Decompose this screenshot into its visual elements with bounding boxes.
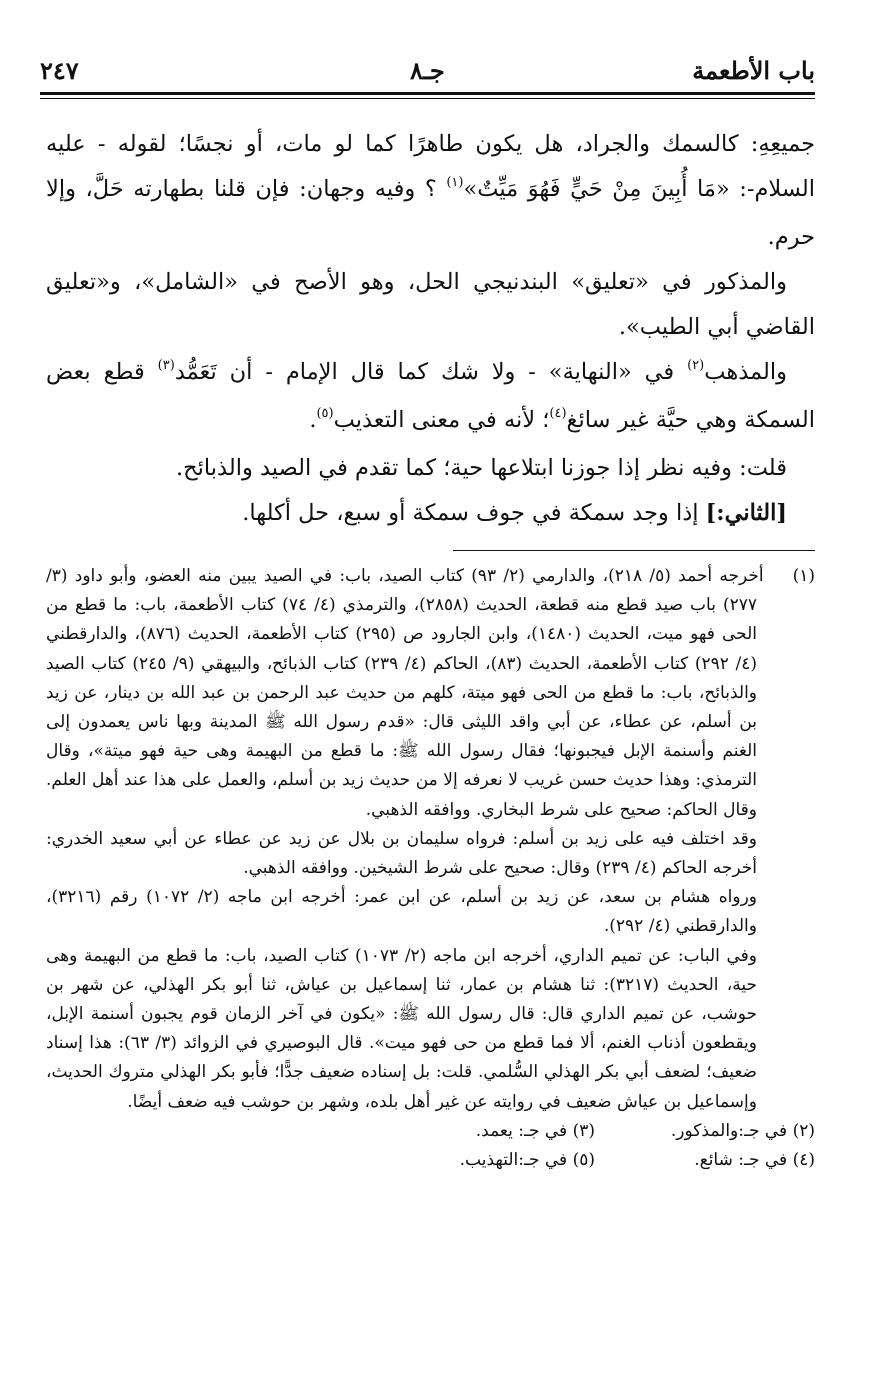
footnote-3: (٣) في جـ: يعمد. [475,1120,595,1141]
footnote-ref-4: (٤) [549,406,567,421]
footnote-ref-1: (١) [446,175,464,190]
header-rule-thin [40,98,815,99]
paragraph-5 [46,491,815,536]
paragraph-3-part-e: . [309,407,317,433]
header-rule-thick [40,92,815,95]
footnotes [46,562,815,1175]
footnote-2: (٢) في جـ:والمذكور. [670,1120,815,1141]
footnote-1-para-1 [46,562,815,825]
short-footnotes-row-1 [46,1117,815,1146]
footnote-ref-5: (٥) [316,406,334,421]
footnote-1-text: أخرجه أحمد (٥/ ٢١٨)، والدارمي (٢/ ٩٣) كتاب الصيد، باب: في الصيد يبين منه العضو، وأبو داود (٣/ ٢٧٧) باب صيد قطع منه قطعة، الحديث (٢٨٥٨)، والترمذي (٤/ ٧٤) كتاب الأطعمة، باب: ما قطع من الحى فهو ميت، الحديث (١٤٨٠)، وابن الجارود ص (٢٩٥) كتاب الأطعمة، الحديث (٨٧٦)، والدارقطني (٤/ ٢٩٢) كتاب الأطعمة، الحديث (٨٣)، الحاكم (٤/ ٢٣٩) كتاب الذبائح، والبيهقي (٩/ ٢٤٥) كتاب الصيد والذبائح، باب: ما قطع من الحى فهو ميتة، كلهم من حديث عبد الرحمن بن عبد الله بن دينار، عن زيد بن أسلم، عن عطاء، عن أبي واقد الليثى قال: «قدم رسول الله ﷺ المدينة وبها ناس يعمدون إلى الغنم وأسنمة الإبل فيجبونها؛ فقال رسول الله ﷺ: ما قطع من البهيمة وهى حية فهو ميتة»، وقال الترمذي: وهذا حديث حسن غريب لا نعرفه إلا من حديث زيد بن أسلم، والعمل على هذا عند أهل العلم. وقال الحاكم: صحيح على شرط البخاري. ووافقه الذهبي. [46,566,764,820]
page-number: ٢٤٧ [40,56,79,85]
paragraph-1-end: ؟ وفيه وجهان: فإن قلنا بطهارته حَلَّ، وإلا حرم. [46,176,815,250]
footnote-1-para-3: ورواه هشام بن سعد، عن زيد بن أسلم، عن ابن عمر: أخرجه ابن ماجه (٢/ ١٠٧٢) رقم (٣٢١٦)، والدارقطني (٤/ ٢٩٢). [46,887,757,937]
paragraph-3-part-b: في «النهاية» - ولا شك كما قال الإمام - أن تَعَمُّد [174,359,688,385]
paragraph-3-part-d: ؛ لأنه في معنى التعذيب [333,407,550,433]
paragraph-3 [46,350,815,446]
paragraph-3-part-c: قطع بعض السمكة وهي حيَّة غير سائغ [46,359,815,433]
footnote-separator [453,550,815,551]
paragraph-1 [46,122,815,260]
footnote-1-number: (١) [792,566,815,586]
paragraph-2: والمذكور في «تعليق» البندنيجي الحل، وهو الأصح في «الشامل»، و«تعليق القاضي أبي الطيب». [46,269,815,340]
footnote-1-para-4: وفي الباب: عن تميم الداري، أخرجه ابن ماجه (٢/ ١٠٧٣) كتاب الصيد، باب: ما قطع من البهيمة وهى حية، الحديث (٣٢١٧): ثنا هشام بن عمار، ثنا إسماعيل بن عياش، ثنا أبو بكر الهذلي، عن شهر بن حوشب، عن تميم الداري قال: قال رسول الله ﷺ: «يكون في آخر الزمان قوم يجبون أسنمة الإبل، ويقطعون أذناب الغنم، ألا فما قطع من حى فهو ميت». قال البوصيري في الزوائد (٣/ ٦٣): هذا إسناد ضعيف؛ لضعف أبي بكر الهذلي السُّلمي. قلت: بل إسناده ضعيف جدًّا؛ فأبو بكر الهذلي متروك الحديث، وإسماعيل بن عياش ضعيف في روايته عن غير أهل بلده، وشهر بن حوشب فيه ضعف أيضًا. [46,945,757,1112]
footnote-ref-2: (٢) [687,358,705,373]
footnote-ref-3: (٣) [157,358,175,373]
section-label: [الثاني:] [705,500,787,526]
paragraph-1-text: جميعِهِ: كالسمك والجراد، هل يكون طاهرًا كما لو مات، أو نجسًا؛ لقوله - عليه السلام-: «مَا أُبِينَ مِنْ حَيٍّ فَهُوَ مَيِّتٌ» [46,131,815,202]
footnote-4: (٤) في جـ: شائع. [694,1150,815,1171]
running-header [40,52,815,92]
volume-number: جـ٨ [410,56,445,85]
paragraph-5-text: إذا وجد سمكة في جوف سمكة أو سبع، حل أكلها. [242,500,706,526]
short-footnotes-row-2 [46,1146,815,1175]
paragraph-4: قلت: وفيه نظر إذا جوزنا ابتلاعها حية؛ كما تقدم في الصيد والذبائح. [175,455,787,481]
main-text [46,122,815,536]
paragraph-3-part-a: والمذهب [704,359,787,385]
footnote-1-para-2: وقد اختلف فيه على زيد بن أسلم: فرواه سليمان بن بلال عن زيد عن عطاء عن أبي سعيد الخدري: أخرجه الحاكم (٤/ ٢٣٩) وقال: صحيح على شرط الشيخين. ووافقه الذهبي. [46,828,757,879]
footnote-5: (٥) في جـ:التهذيب. [459,1150,595,1171]
chapter-title: باب الأطعمة [692,56,815,85]
